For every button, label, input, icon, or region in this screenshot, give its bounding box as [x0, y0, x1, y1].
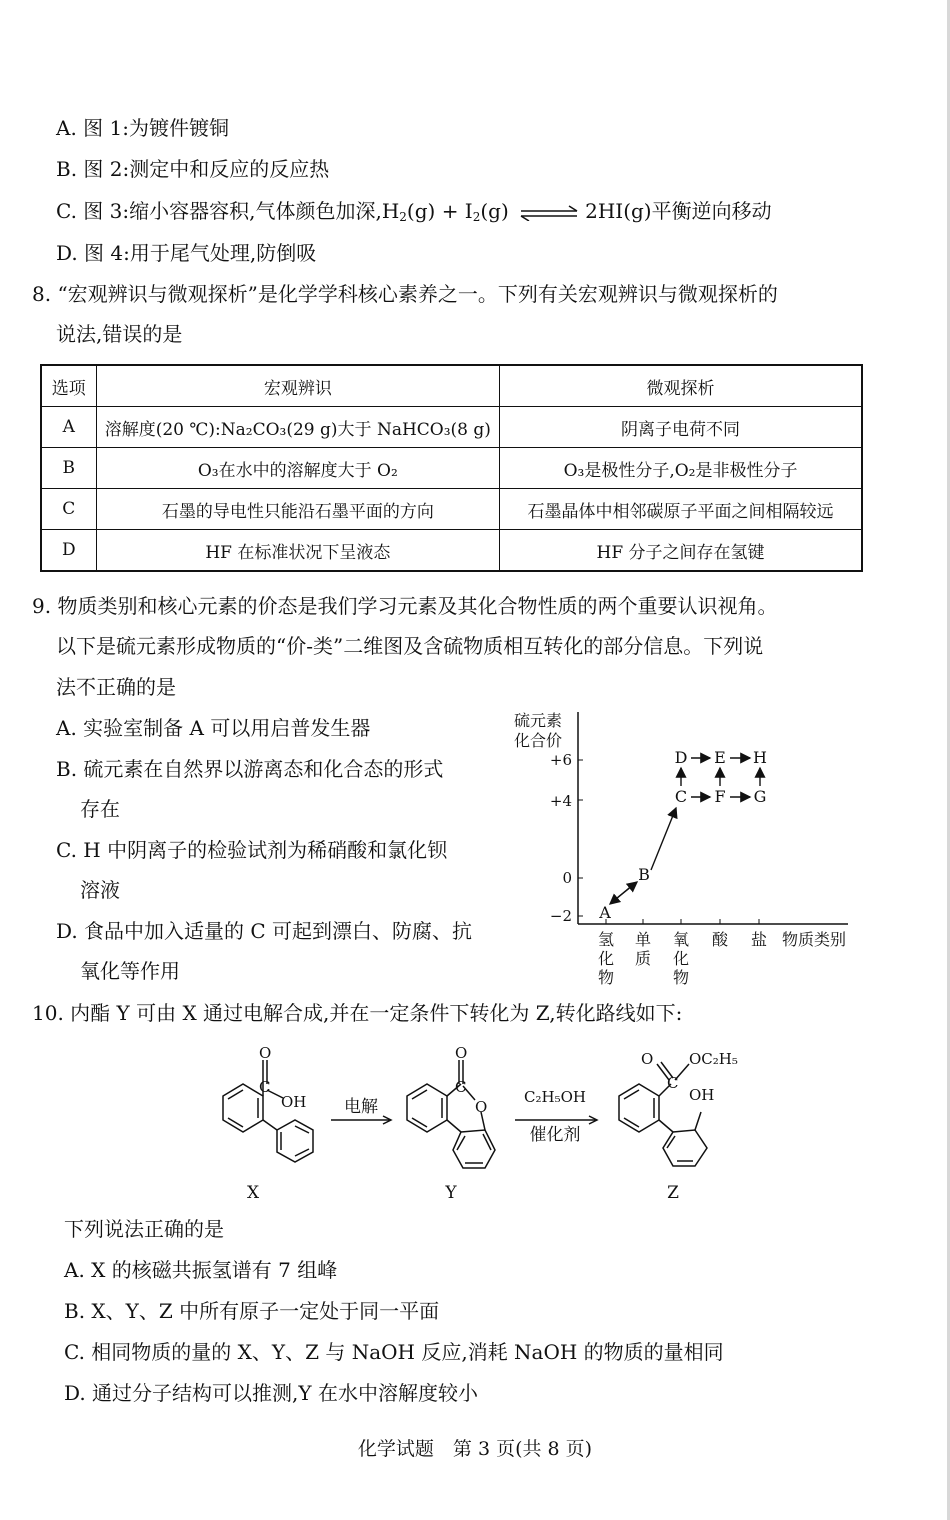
q9-option-b-line2: 存在 [80, 797, 120, 821]
valence-class-diagram [510, 708, 870, 998]
micro-cell: O₃是极性分子,O₂是非极性分子 [500, 448, 862, 489]
y-axis-label-line2: 化合价 [514, 731, 563, 750]
table-row [41, 407, 862, 448]
table-row [41, 448, 862, 489]
q7-option-b: B. 图 2:测定中和反应的反应热 [56, 157, 330, 181]
x-category-acid: 酸 [711, 930, 729, 949]
atom-label: OC₂H₅ [689, 1050, 738, 1068]
q9-option-c-line1: C. H 中阴离子的检验试剂为稀硝酸和氯化钡 [56, 838, 448, 862]
table-header-cell: 选项 [41, 365, 96, 407]
row-label: C [41, 489, 96, 530]
arrow-b-to-c [651, 808, 676, 870]
q9-stem-line2: 以下是硫元素形成物质的“价-类”二维图及含硫物质相互转化的部分信息。下列说 [56, 634, 764, 658]
q9-option-d-line2: 氧化等作用 [80, 959, 180, 983]
label-x: X [246, 1183, 260, 1203]
atom-label: C [667, 1074, 679, 1092]
reaction-scheme [195, 1040, 775, 1205]
x-category-element: 单质 [634, 930, 652, 968]
q9-option-d-line1: D. 食品中加入适量的 C 可起到漂白、防腐、抗 [56, 919, 473, 943]
q10-stem: 10. 内酯 Y 可由 X 通过电解合成,并在一定条件下转化为 Z,转化路线如下: [32, 1001, 683, 1025]
micro-cell: 石墨晶体中相邻碳原子平面之间相隔较远 [500, 489, 862, 530]
molecule-x [223, 1060, 313, 1162]
macro-cell: 石墨的导电性只能沿石墨平面的方向 [96, 489, 499, 530]
table-header-cell: 微观探析 [500, 365, 862, 407]
q10-option-b: B. X、Y、Z 中所有原子一定处于同一平面 [64, 1299, 440, 1323]
molecule-z [619, 1062, 707, 1166]
table-header-row [41, 365, 862, 407]
point-b: B [638, 865, 650, 884]
y-axis-label-line1: 硫元素 [514, 711, 563, 730]
q8-stem-line2: 说法,错误的是 [56, 322, 183, 346]
row-label: B [41, 448, 96, 489]
table-row [41, 489, 862, 530]
point-h: H [753, 748, 767, 767]
page-footer: 化学试题 第 3 页(共 8 页) [357, 1438, 593, 1460]
q7-option-a: A. 图 1:为镀件镀铜 [56, 116, 229, 140]
arrow-b-to-a [610, 884, 634, 904]
arrow2-top-label: C₂H₅OH [524, 1088, 586, 1106]
q7-option-d: D. 图 4:用于尾气处理,防倒吸 [56, 241, 317, 265]
atom-label: O [475, 1098, 488, 1116]
label-z: Z [667, 1183, 679, 1203]
point-e: E [714, 748, 726, 767]
point-d: D [674, 748, 688, 767]
atom-label: OH [281, 1093, 307, 1111]
y-tick-label: +6 [549, 751, 572, 769]
macro-cell: 溶解度(20 ℃):Na₂CO₃(29 g)大于 NaHCO₃(8 g) [96, 407, 499, 448]
row-label: D [41, 530, 96, 572]
atom-label: O [641, 1050, 654, 1068]
q9-option-a: A. 实验室制备 A 可以用启普发生器 [56, 716, 371, 740]
micro-cell: 阴离子电荷不同 [500, 407, 862, 448]
y-tick-label: +4 [549, 792, 572, 810]
x-category-oxide: 氧化物 [672, 930, 690, 987]
row-label: A [41, 407, 96, 448]
atom-label: C [455, 1078, 467, 1096]
x-axis-label: 物质类别 [782, 930, 847, 949]
label-y: Y [445, 1183, 457, 1203]
q10-option-d: D. 通过分子结构可以推测,Y 在水中溶解度较小 [64, 1381, 478, 1405]
atom-label: OH [689, 1086, 715, 1104]
x-category-hydride: 氢化物 [597, 930, 615, 987]
equilibrium-arrow-icon [519, 205, 581, 221]
q8-table [40, 364, 863, 572]
arrow1-label: 电解 [344, 1097, 378, 1117]
q10-option-c: C. 相同物质的量的 X、Y、Z 与 NaOH 反应,消耗 NaOH 的物质的量相同 [64, 1340, 724, 1364]
atom-label: O [259, 1044, 272, 1062]
q10-option-a: A. X 的核磁共振氢谱有 7 组峰 [64, 1258, 338, 1282]
table-header-cell: 宏观辨识 [96, 365, 499, 407]
q10-question: 下列说法正确的是 [64, 1217, 224, 1241]
q9-option-b-line1: B. 硫元素在自然界以游离态和化合态的形式 [56, 757, 444, 781]
micro-cell: HF 分子之间存在氢键 [500, 530, 862, 572]
y-tick-label: −2 [549, 907, 572, 925]
q9-stem-line3: 法不正确的是 [56, 675, 176, 699]
point-f: F [714, 787, 726, 806]
macro-cell: O₃在水中的溶解度大于 O₂ [96, 448, 499, 489]
x-category-salt: 盐 [750, 930, 768, 949]
macro-cell: HF 在标准状况下呈液态 [96, 530, 499, 572]
atom-label: O [455, 1044, 468, 1062]
q9-stem-line1: 9. 物质类别和核心元素的价态是我们学习元素及其化合物性质的两个重要认识视角。 [32, 594, 778, 618]
point-c: C [674, 787, 688, 806]
point-a: A [599, 903, 611, 922]
atom-label: C [259, 1078, 271, 1096]
point-g: G [753, 787, 767, 806]
q7-option-c: C. 图 3:缩小容器容积,气体颜色加深$,H_2(g) + I_2(g)$ 2HI(g)平衡逆向移动 [56, 199, 772, 224]
q8-stem-line1: 8. “宏观辨识与微观探析”是化学学科核心素养之一。下列有关宏观辨识与微观探析的 [32, 282, 778, 306]
y-tick-label: 0 [562, 869, 572, 887]
arrow2-bottom-label: 催化剂 [529, 1125, 581, 1145]
q9-option-c-line2: 溶液 [80, 878, 120, 902]
table-row [41, 530, 862, 572]
